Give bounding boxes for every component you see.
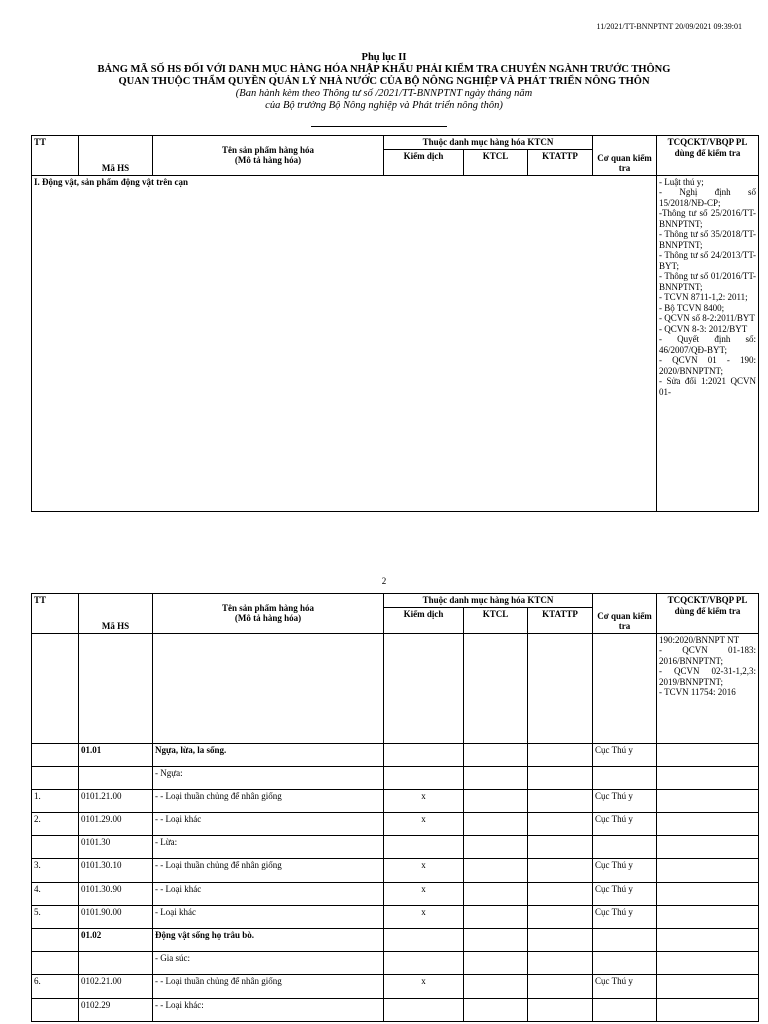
row-hs-code: 0101.30: [79, 836, 153, 859]
table-row: [32, 836, 759, 859]
row-ktcl: [464, 929, 528, 952]
document-title-block: [0, 52, 768, 112]
table-row: [32, 766, 759, 789]
row-kiem-dich: x: [384, 882, 464, 905]
row-ktattp: [528, 975, 593, 998]
header-tcqckt: TCQCKT/VBQP PL dùng để kiểm tra: [657, 136, 759, 176]
ref-line: - Bộ TCVN 8400;: [659, 302, 725, 313]
ref-line: - QCVN 01 - 190: 2020/BNNPTNT;: [659, 355, 756, 376]
row-tt: [32, 766, 79, 789]
row-hs-code: 0101.30.90: [79, 882, 153, 905]
row-tt: 4.: [32, 882, 79, 905]
row-ktcl: [464, 905, 528, 928]
row-reference: [657, 929, 759, 952]
row-hs-code: [79, 766, 153, 789]
row-ktcl: [464, 882, 528, 905]
header-thuoc-danh-muc: Thuộc danh mục hàng hóa KTCN: [384, 594, 593, 608]
header-ten-label: Tên sản phẩm hàng hóa: [221, 144, 315, 155]
ref-line: - QCVN 02-31-1,2,3: 2019/BNNPTNT;: [659, 666, 756, 687]
row-reference: [657, 743, 759, 766]
row-hs-code: 01.01: [79, 743, 153, 766]
appendix-title: Phụ lục II: [361, 52, 407, 63]
ref-line: - QCVN số 8-2:2011/BYT: [659, 313, 755, 323]
row-ktattp: [528, 882, 593, 905]
row-hs-code: 0102.29: [79, 998, 153, 1021]
row-kiem-dich: [384, 836, 464, 859]
legal-references: [657, 175, 759, 511]
row-agency: Cục Thú y: [593, 743, 657, 766]
row-ktattp: [528, 789, 593, 812]
cont-ktattp: [528, 633, 593, 743]
row-ktattp: [528, 743, 593, 766]
row-product-name: - - Loại thuần chủng để nhân giống: [153, 789, 384, 812]
header-ten-label: Tên sản phẩm hàng hóa: [221, 602, 315, 613]
cont-ktcl: [464, 633, 528, 743]
row-agency: Cục Thú y: [593, 882, 657, 905]
row-reference: [657, 952, 759, 975]
header-mo-ta-label: (Mô tả hàng hóa): [234, 613, 302, 624]
header-kiem-dich: Kiểm dịch: [384, 607, 464, 633]
row-tt: [32, 952, 79, 975]
row-ktattp: [528, 766, 593, 789]
row-tt: 5.: [32, 905, 79, 928]
header-tt: TT: [32, 136, 79, 176]
title-underline: [311, 126, 447, 127]
row-product-name: - - Loại khác:: [153, 998, 384, 1021]
ref-line: - QCVN 8-3: 2012/BYT: [659, 323, 748, 334]
row-kiem-dich: x: [384, 859, 464, 882]
table-row: [32, 905, 759, 928]
row-kiem-dich: x: [384, 789, 464, 812]
table-row: [32, 929, 759, 952]
row-agency: Cục Thú y: [593, 975, 657, 998]
title-line-2: QUAN THUỘC THẨM QUYỀN QUẢN LÝ NHÀ NƯỚC CỦA BỘ NÔNG NGHIỆP VÀ PHÁT TRIỂN NÔNG THÔN: [118, 76, 650, 87]
row-ktattp: [528, 929, 593, 952]
header-tt: TT: [32, 594, 79, 634]
row-reference: [657, 836, 759, 859]
row-ktcl: [464, 975, 528, 998]
row-product-name: - - Loại khác: [153, 813, 384, 836]
row-product-name: - - Loại thuần chủng để nhân giống: [153, 859, 384, 882]
header-ma-hs: Mã HS: [79, 594, 153, 634]
header-ktattp: KTATTP: [528, 607, 593, 633]
header-ktattp: KTATTP: [528, 149, 593, 175]
legal-references-continued: [657, 633, 759, 743]
row-tt: 6.: [32, 975, 79, 998]
row-tt: 2.: [32, 813, 79, 836]
row-agency: [593, 998, 657, 1021]
row-reference: [657, 766, 759, 789]
header-thuoc-danh-muc: Thuộc danh mục hàng hóa KTCN: [384, 136, 593, 150]
row-agency: Cục Thú y: [593, 789, 657, 812]
ref-line: 190:2020/BNNPT NT: [659, 634, 740, 645]
row-ktcl: [464, 998, 528, 1021]
row-kiem-dich: x: [384, 905, 464, 928]
row-agency: [593, 766, 657, 789]
table-row: [32, 975, 759, 998]
row-ktcl: [464, 859, 528, 882]
header-ten-san-pham: [153, 594, 384, 634]
row-tt: 1.: [32, 789, 79, 812]
row-product-name: - Ngựa:: [153, 766, 384, 789]
cont-kd: [384, 633, 464, 743]
row-reference: [657, 882, 759, 905]
row-ktattp: [528, 836, 593, 859]
row-product-name: Ngựa, lừa, la sống.: [153, 743, 384, 766]
row-ktattp: [528, 952, 593, 975]
row-reference: [657, 975, 759, 998]
row-ktcl: [464, 836, 528, 859]
table-row: [32, 743, 759, 766]
ref-line: - Thông tư số 35/2018/TT-BNNPTNT;: [659, 229, 756, 250]
header-kiem-dich: Kiểm dịch: [384, 149, 464, 175]
ref-line: - Luật thú y;: [659, 176, 704, 187]
row-tt: 3.: [32, 859, 79, 882]
table-row: [32, 789, 759, 812]
row-ktcl: [464, 813, 528, 836]
row-ktcl: [464, 952, 528, 975]
table-row: [32, 998, 759, 1021]
subtitle-line-2: của Bộ trưởng Bộ Nông nghiệp và Phát triển nông thôn): [265, 100, 503, 111]
row-hs-code: [79, 952, 153, 975]
cont-tt: [32, 633, 79, 743]
table-row: [32, 952, 759, 975]
row-agency: [593, 929, 657, 952]
ref-line: - TCVN 8711-1,2: 2011;: [659, 292, 748, 302]
table-page-1: [31, 135, 759, 512]
row-hs-code: 0101.90.00: [79, 905, 153, 928]
table-row: [32, 859, 759, 882]
header-mo-ta-label: (Mô tả hàng hóa): [234, 155, 302, 166]
table-row: [32, 813, 759, 836]
row-agency: Cục Thú y: [593, 859, 657, 882]
row-product-name: - - Loại khác: [153, 882, 384, 905]
row-tt: [32, 743, 79, 766]
row-hs-code: 0101.21.00: [79, 789, 153, 812]
document-stamp: 11/2021/TT-BNNPTNT 20/09/2021 09:39:01: [596, 22, 742, 31]
header-ktcl: KTCL: [464, 607, 528, 633]
cont-agency: [593, 633, 657, 743]
row-product-name: - Gia súc:: [153, 952, 384, 975]
row-tt: [32, 998, 79, 1021]
row-kiem-dich: [384, 766, 464, 789]
section-title-text: I. Động vật, sản phẩm động vật trên cạn: [34, 176, 189, 187]
row-ktcl: [464, 789, 528, 812]
row-agency: [593, 836, 657, 859]
row-agency: Cục Thú y: [593, 813, 657, 836]
row-kiem-dich: [384, 929, 464, 952]
row-kiem-dich: x: [384, 813, 464, 836]
row-reference: [657, 859, 759, 882]
header-ten-san-pham: [153, 136, 384, 176]
row-reference: [657, 905, 759, 928]
ref-line: -Thông tư số 25/2016/TT-BNNPTNT;: [659, 208, 756, 229]
ref-line: - Sửa đổi 1:2021 QCVN 01-: [659, 376, 756, 397]
header-ma-hs: Mã HS: [79, 136, 153, 176]
title-line-1: BẢNG MÃ SỐ HS ĐỐI VỚI DANH MỤC HÀNG HÓA NHẬP KHẨU PHẢI KIỂM TRA CHUYÊN NGÀNH TRƯỚC THÔNG: [97, 64, 671, 75]
row-reference: [657, 789, 759, 812]
section-title: [32, 175, 657, 511]
row-hs-code: 0101.29.00: [79, 813, 153, 836]
row-ktattp: [528, 859, 593, 882]
row-hs-code: 0102.21.00: [79, 975, 153, 998]
row-reference: [657, 813, 759, 836]
row-product-name: - Loại khác: [153, 905, 384, 928]
header-tcqckt: TCQCKT/VBQP PL dùng để kiểm tra: [657, 594, 759, 634]
row-ktcl: [464, 743, 528, 766]
row-ktattp: [528, 905, 593, 928]
subtitle-line-1: (Ban hành kèm theo Thông tư số /2021/TT-BNNPTNT ngày tháng năm: [235, 88, 533, 99]
table-row: [32, 882, 759, 905]
ref-line: - Thông tư số 01/2016/TT-BNNPTNT;: [659, 271, 756, 292]
page-number: 2: [381, 576, 387, 586]
header-co-quan: Cơ quan kiểm tra: [593, 594, 657, 634]
table-page-2: [31, 593, 759, 1022]
ref-line: - QCVN 01-183: 2016/BNNPTNT;: [659, 645, 756, 666]
row-product-name: - - Loại thuần chủng để nhân giống: [153, 975, 384, 998]
row-agency: [593, 952, 657, 975]
row-ktattp: [528, 998, 593, 1021]
header-ktcl: KTCL: [464, 149, 528, 175]
row-ktattp: [528, 813, 593, 836]
row-product-name: Động vật sống họ trâu bò.: [153, 929, 384, 952]
header-co-quan: Cơ quan kiểm tra: [593, 136, 657, 176]
row-reference: [657, 998, 759, 1021]
row-product-name: - Lừa:: [153, 836, 384, 859]
ref-line: - Thông tư số 24/2013/TT-BYT;: [659, 250, 756, 271]
row-kiem-dich: [384, 952, 464, 975]
cont-code: [79, 633, 153, 743]
ref-line: - TCVN 11754: 2016: [659, 687, 736, 697]
row-kiem-dich: [384, 743, 464, 766]
hs-code-rows: [32, 743, 759, 1021]
row-ktcl: [464, 766, 528, 789]
cont-name: [153, 633, 384, 743]
row-tt: [32, 836, 79, 859]
row-hs-code: 0101.30.10: [79, 859, 153, 882]
ref-line: - Quyết định số: 46/2007/QĐ-BYT;: [659, 334, 756, 355]
row-kiem-dich: [384, 998, 464, 1021]
row-hs-code: 01.02: [79, 929, 153, 952]
row-agency: Cục Thú y: [593, 905, 657, 928]
ref-line: - Nghị định số 15/2018/NĐ-CP;: [659, 187, 756, 208]
row-kiem-dich: x: [384, 975, 464, 998]
row-tt: [32, 929, 79, 952]
